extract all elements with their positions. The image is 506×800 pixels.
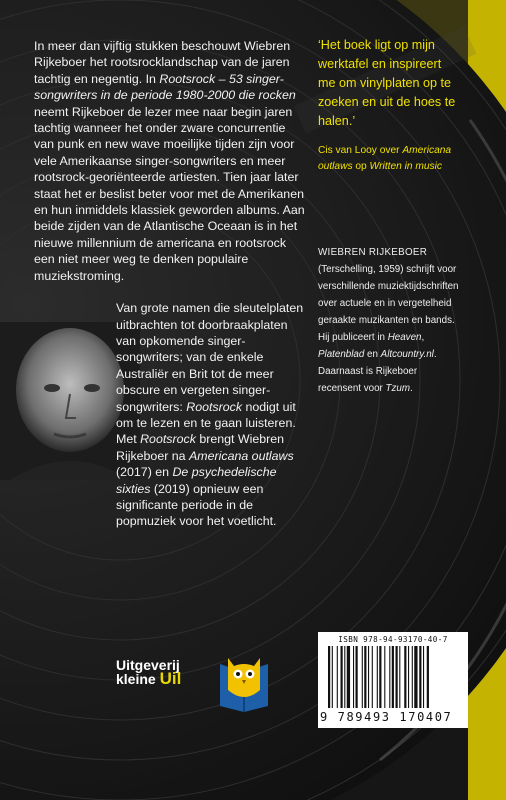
author-name: WIEBREN RIJKEBOER (318, 247, 428, 258)
isbn-barcode (318, 632, 468, 728)
barcode-bars (328, 646, 458, 708)
bio-text: (Terschelling, 1959) schrijft voor verschillende muziektijdschriften over actuele en in vergetelheid geraakte muzikanten en bands. Hij publiceert in Heaven, Platenblad en Altcountry.nl. Daarnaast is Rijkeboer recensent voor Tzum. (318, 264, 459, 394)
review-quote (318, 36, 462, 175)
publisher-logo (116, 658, 181, 686)
blurb-text (34, 38, 306, 546)
ean-number: 9 789493 170407 (320, 710, 453, 724)
book-title: Rootsrock – 53 singer-songwriters in de periode 1980-2000 die rocken (34, 71, 296, 103)
publisher-line-2: kleine Uil (116, 669, 182, 688)
quote-source: Cis van Looy over Americana outlaws op Written in music (318, 145, 452, 172)
author-bio (318, 244, 462, 397)
blurb-paragraph-2: Van grote namen die sleutelplaten uitbrachten tot doorbraakplaten van opkomende singer-songwriters; van de enkele Australiër en Brit tot de meer obscure en vergeten singer-songwriters: Rootsrock nodigt uit om te lezen en te gaan luisteren. Met Rootsrock brengt Wiebren Rijkeboer na Americana outlaws (2017) en De psychedelische sixties (2019) opnieuw een significante periode in de popmuziek voor het voetlicht. (116, 301, 304, 529)
quote-text: ‘Het boek ligt op mijn werktafel en inspireert me om vinylplaten op te zoeken en uit de hoes te halen.’ (318, 38, 456, 128)
owl-book-icon (218, 650, 270, 712)
blurb-paragraph-1: In meer dan vijftig stukken beschouwt Wiebren Rijkeboer het rootsrocklandschap van de jaren tachtig en negentig. In Rootsrock – 53 singer-songwriters in de periode 1980-2000 die rocken neemt Rijkeboer de lezer mee naar begin jaren tachtig wanneer het onder zware concurrentie van punk en new wave moeilijke tijden zijn voor vele Amerikaanse singer-songwriters en meer rootsrock-georiënteerde artiesten. Tien jaar later staat het er beslist beter voor met de Amerikanen en hun inmiddels klassiek geworden albums. Aan beide zijden van de Atlantische Oceaan is in het nieuwe millennium de americana en rootsrock een niet meer weg te denken populaire muziekstroming. (34, 39, 305, 283)
publisher-line-1: Uitgeverij (116, 657, 180, 673)
isbn-number: ISBN 978-94-93170-40-7 (338, 635, 448, 644)
